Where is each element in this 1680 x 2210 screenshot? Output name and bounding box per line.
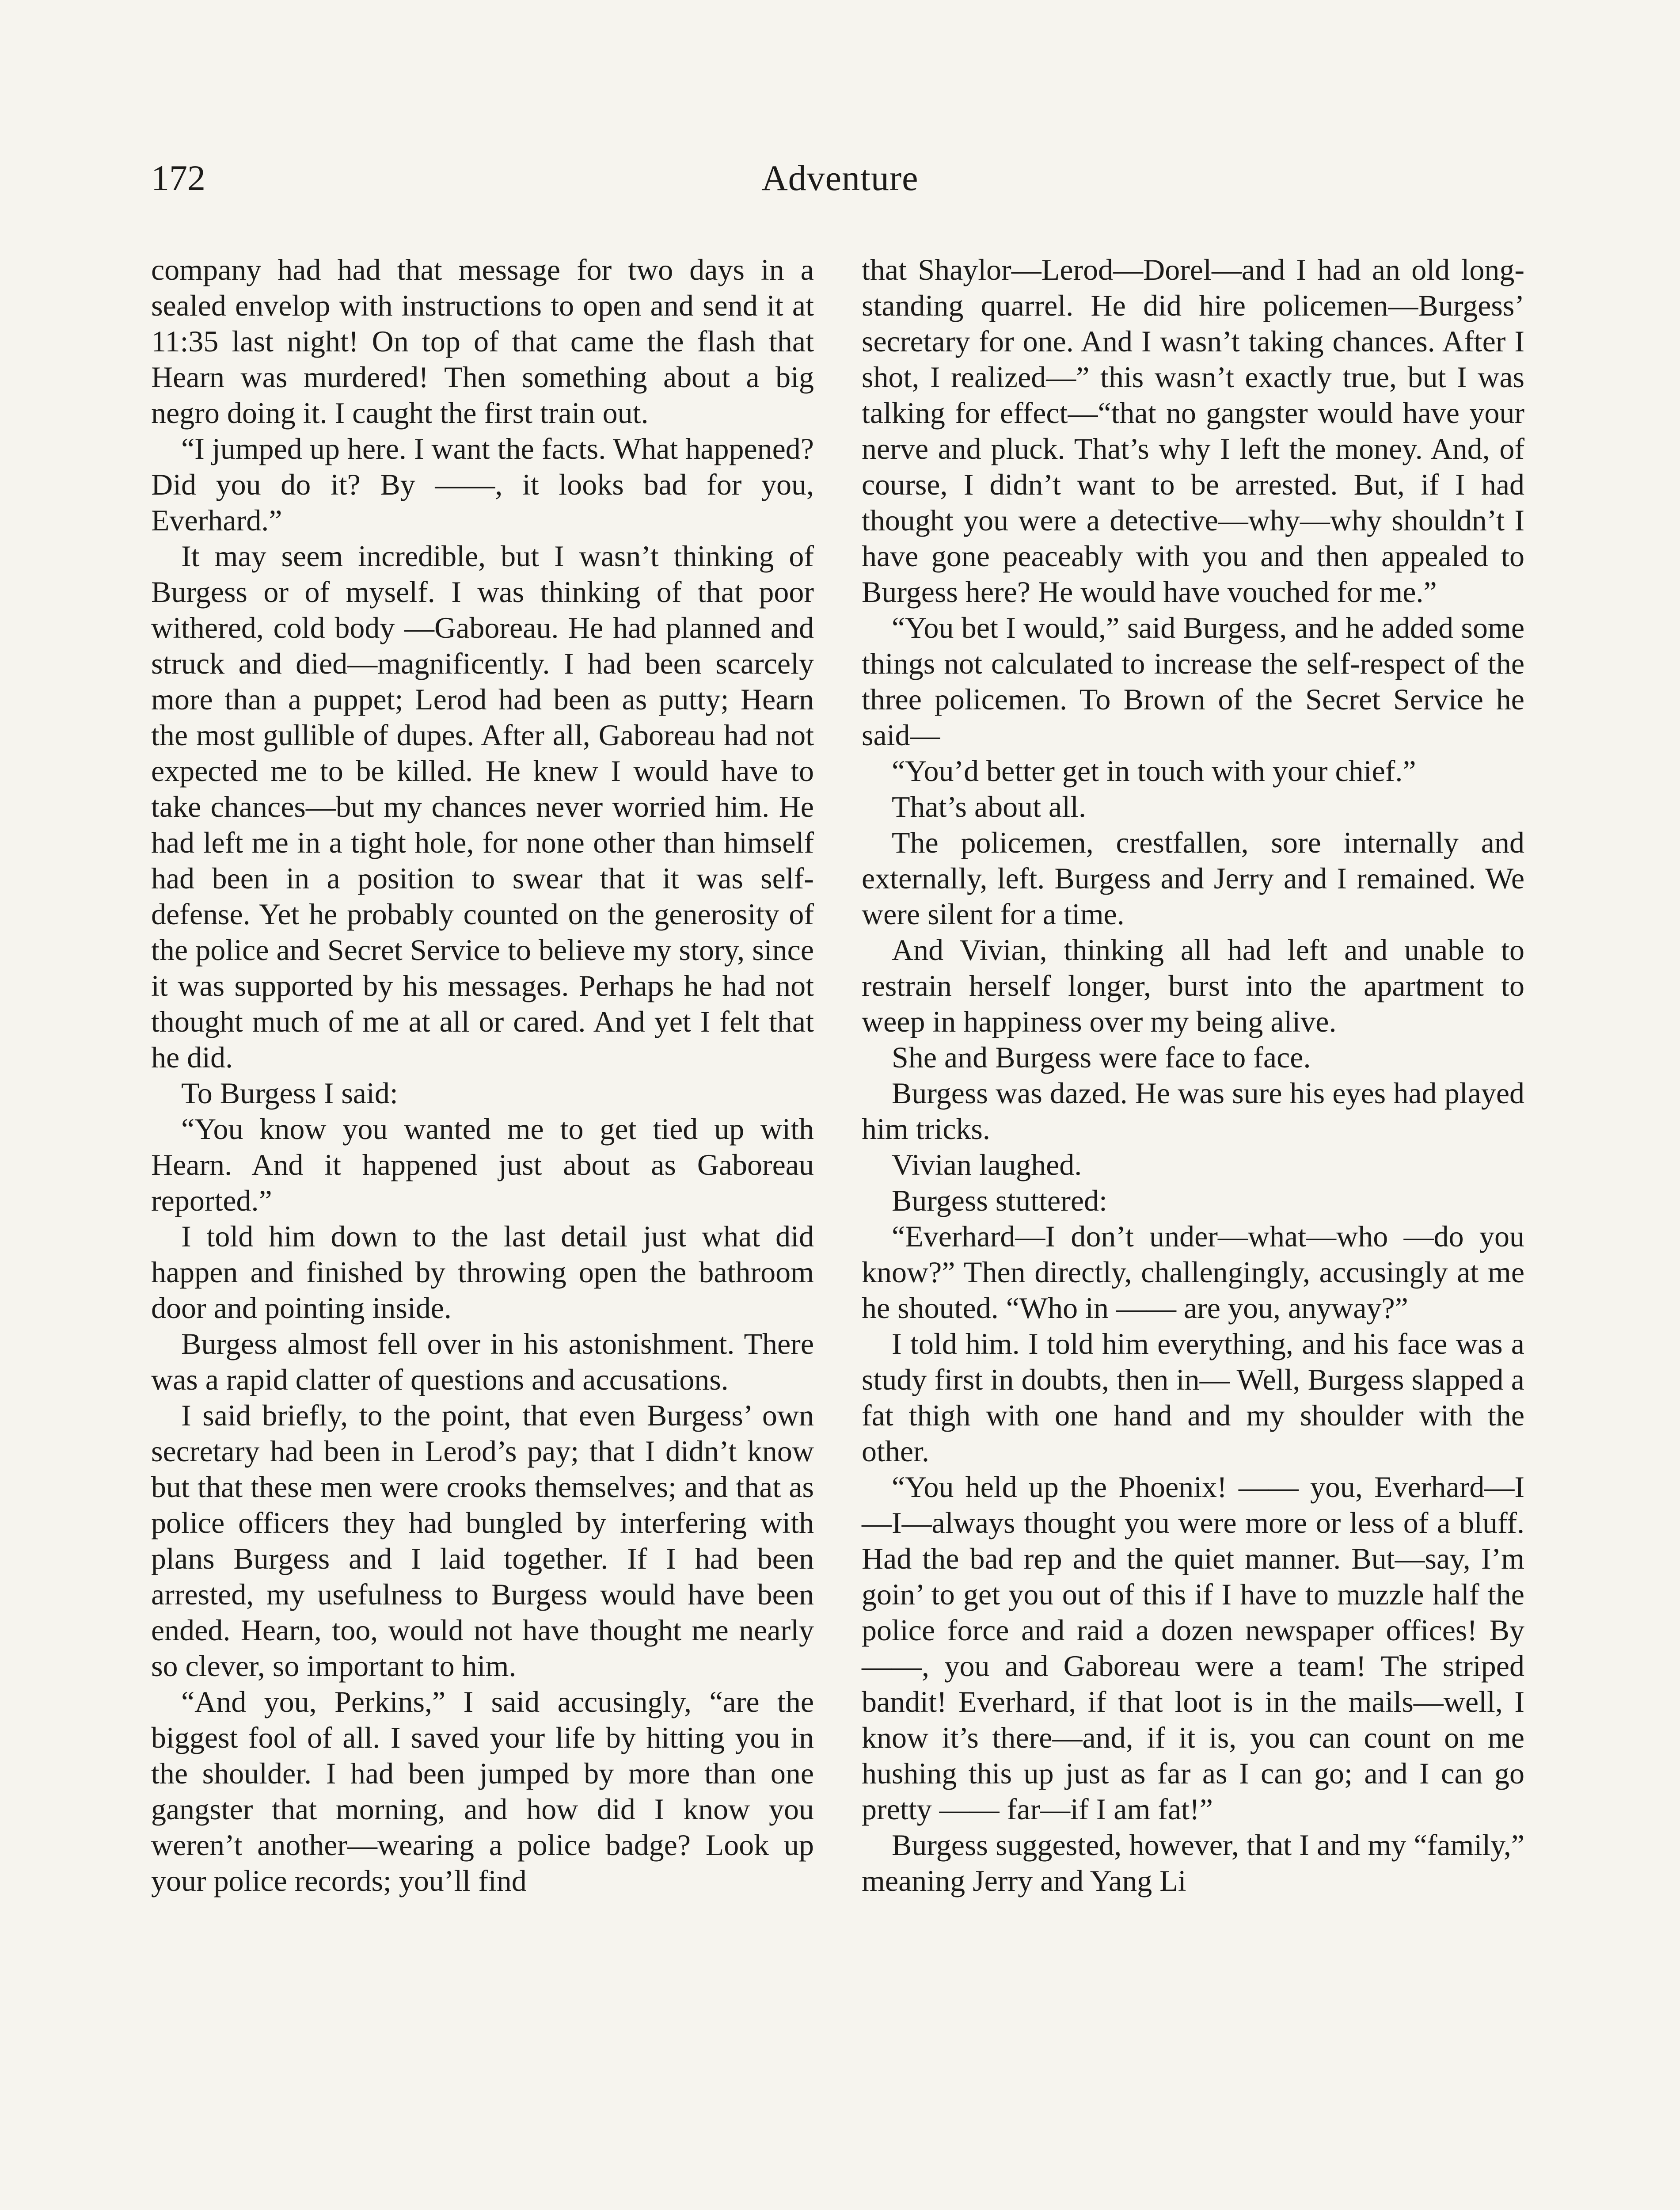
right-column	[862, 252, 1524, 1899]
paragraph: “And you, Perkins,” I said accusingly, “are the biggest fool of all. I saved your life by hitting you in the shoulder. I had been jumped by more than one gangster that morning, and how did I know you weren’t another—wearing a police badge? Look up your police records; you’ll find	[151, 1685, 814, 1898]
paragraph: Burgess almost fell over in his astonishment. There was a rapid clatter of questions and accusations.	[151, 1327, 814, 1396]
paragraph: “You held up the Phoenix! —— you, Everhard—I—I—always thought you were more or less of a bluff. Had the bad rep and the quiet manner. But—say, I’m goin’ to get you out of this if I have to muzzle half the police force and raid a dozen newspaper offices! By ——, you and Gaboreau were a team! The striped bandit! Everhard, if that loot is in the mails—well, I know it’s there—and, if it is, you can count on me hushing this up just as far as I can go; and I can go pretty —— far—if I am fat!”	[862, 1470, 1524, 1826]
paragraph: The policemen, crestfallen, sore internally and externally, left. Burgess and Jerry and I remained. We were silent for a time.	[862, 826, 1524, 931]
paragraph: company had had that message for two days in a sealed envelop with instructions to open and send it at 11:35 last night! On top of that came the flash that Hearn was murdered! Then something about a big negro doing it. I caught the first train out.	[151, 253, 814, 430]
paragraph: I told him down to the last detail just what did happen and finished by throwing open the bathroom door and pointing inside.	[151, 1219, 814, 1325]
paragraph: And Vivian, thinking all had left and unable to restrain herself longer, burst into the apartment to weep in happiness over my being alive.	[862, 933, 1524, 1038]
paragraph: Burgess was dazed. He was sure his eyes had played him tricks.	[862, 1076, 1524, 1146]
paragraph: Burgess stuttered:	[892, 1184, 1107, 1217]
paragraph: that Shaylor—Lerod—Dorel—and I had an old long-standing quarrel. He did hire policemen—Burgess’ secretary for one. And I wasn’t taking chances. After I shot, I realized—” this wasn’t exactly true, but I was talking for effect—“that no gangster would have your nerve and pluck. That’s why I left the money. And, of course, I didn’t want to be arrested. But, if I had thought you were a detective—why—why shouldn’t I have gone peaceably with you and then appealed to Burgess here? He would have vouched for me.”	[862, 253, 1524, 609]
running-title: Adventure	[761, 158, 919, 198]
paragraph: To Burgess I said:	[181, 1076, 398, 1110]
paragraph: It may seem incredible, but I wasn’t thinking of Burgess or of myself. I was thinking of that poor withered, cold body —Gaboreau. He had planned and struck and died—magnificently. I had been scarcely more than a puppet; Lerod had been as putty; Hearn the most gullible of dupes. After all, Gaboreau had not expected me to be killed. He knew I would have to take chances—but my chances never worried him. He had left me in a tight hole, for none other than himself had been in a position to swear that it was self-defense. Yet he probably counted on the generosity of the police and Secret Service to believe my story, since it was supported by his messages. Perhaps he had not thought much of me at all or cared. And yet I felt that he did.	[151, 539, 814, 1074]
left-column	[151, 252, 814, 1899]
paragraph: “Everhard—I don’t under—what—who —do you know?” Then directly, challengingly, accusingly at me he shouted. “Who in —— are you, anyway?”	[862, 1219, 1524, 1325]
paragraph: “You’d better get in touch with your chief.”	[892, 754, 1416, 788]
page-number: 172	[151, 158, 205, 198]
paragraph: Vivian laughed.	[892, 1148, 1082, 1181]
paragraph: “You bet I would,” said Burgess, and he added some things not calculated to increase the self-respect of the three policemen. To Brown of the Secret Service he said—	[862, 611, 1524, 752]
paragraph: “I jumped up here. I want the facts. What happened? Did you do it? By ——, it looks bad for you, Everhard.”	[151, 432, 814, 537]
paragraph: She and Burgess were face to face.	[892, 1040, 1311, 1074]
paragraph: Burgess suggested, however, that I and my “family,” meaning Jerry and Yang Li	[862, 1828, 1524, 1898]
paragraph: “You know you wanted me to get tied up with Hearn. And it happened just about as Gaboreau reported.”	[151, 1112, 814, 1217]
paragraph: That’s about all.	[892, 790, 1087, 823]
paragraph: I said briefly, to the point, that even Burgess’ own secretary had been in Lerod’s pay; that I didn’t know but that these men were crooks themselves; and that as police officers they had bungled by interfering with plans Burgess and I laid together. If I had been arrested, my usefulness to Burgess would have been ended. Hearn, too, would not have thought me nearly so clever, so important to him.	[151, 1398, 814, 1683]
paragraph: I told him. I told him everything, and his face was a study first in doubts, then in— Well, Burgess slapped a fat thigh with one hand and my shoulder with the other.	[862, 1327, 1524, 1468]
